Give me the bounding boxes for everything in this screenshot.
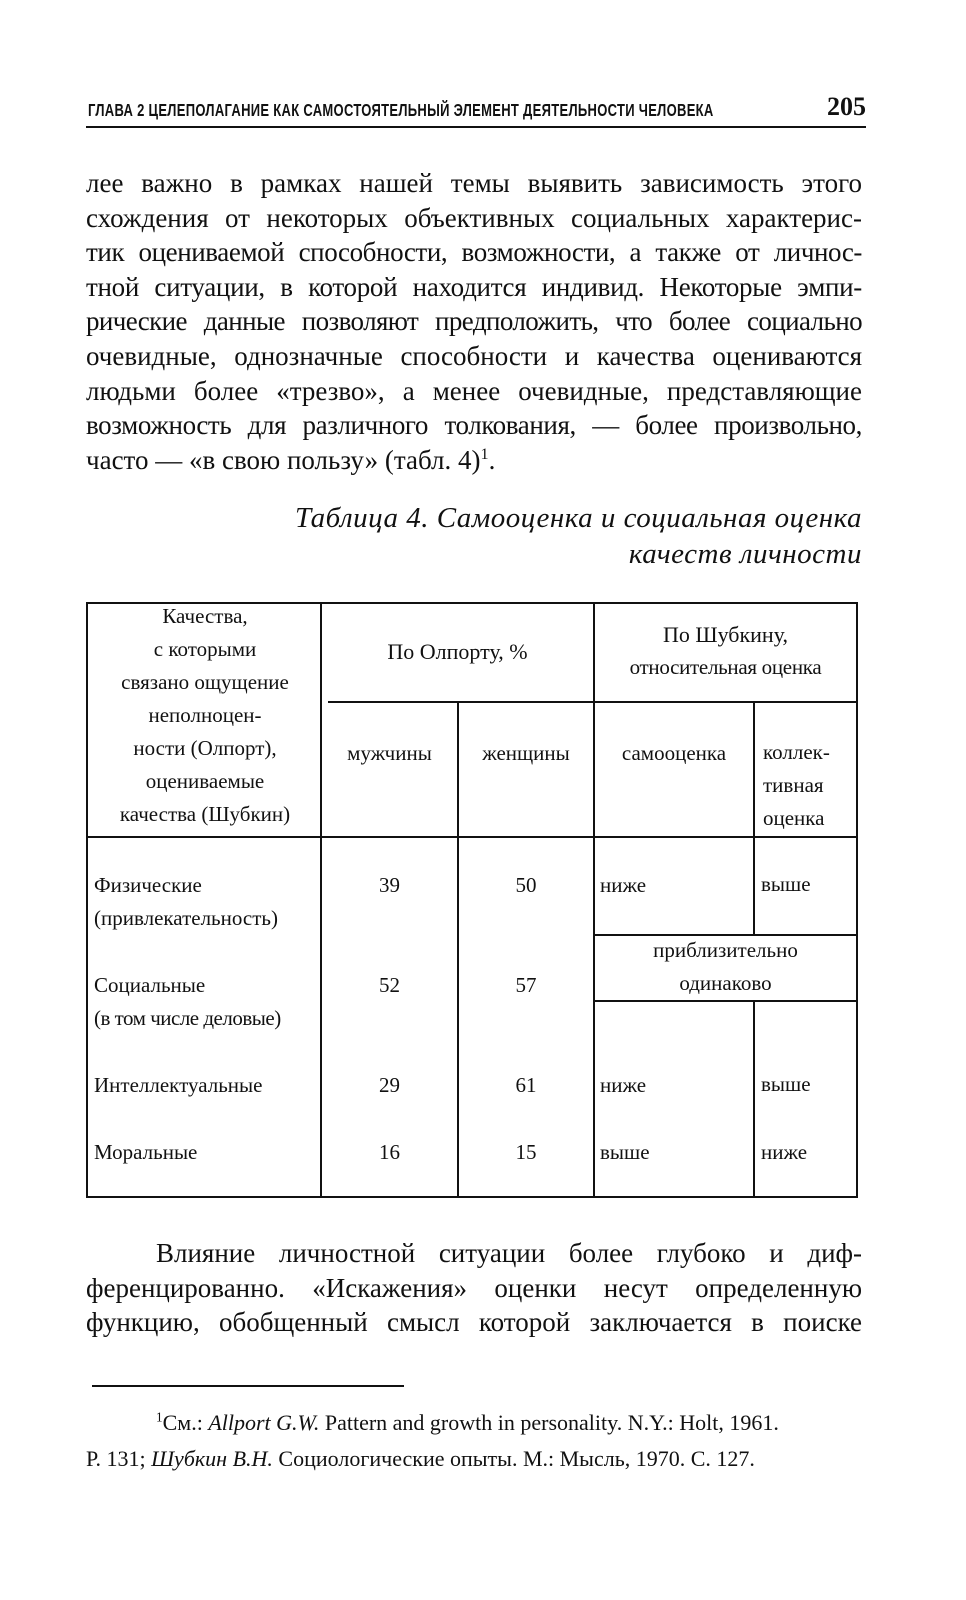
text-line: функцию, обобщенный смысл которой заключается в поиске xyxy=(86,1307,862,1338)
cell-women-social: 57 xyxy=(515,973,537,997)
header-line: качества (Шубкин) xyxy=(119,802,291,826)
cell-men-intellectual: 29 xyxy=(379,1073,400,1097)
header-women: женщины xyxy=(482,741,570,765)
text-fragment: часто — «в свою пользу» (табл. 4) xyxy=(86,444,481,475)
header-line: неполноцен- xyxy=(148,703,262,727)
text-line: ференцированно. «Искажения» оценки несут определенную xyxy=(86,1272,862,1303)
header-men: мужчины xyxy=(347,741,432,765)
cell-men-physical: 39 xyxy=(379,873,400,897)
quality-line: Социальные xyxy=(94,973,206,997)
header-line: По Шубкину, xyxy=(662,622,789,647)
cell-merged-social xyxy=(595,934,856,1000)
header-line: коллек- xyxy=(763,740,830,764)
header-line: оценка xyxy=(763,806,825,830)
quality-line: (в том числе деловые) xyxy=(94,1006,281,1030)
cell-collective-moral: ниже xyxy=(761,1140,808,1164)
text-fragment: . xyxy=(488,444,496,475)
merged-line: приблизительно xyxy=(653,938,798,962)
cell-self-moral: выше xyxy=(600,1140,650,1164)
table-rule xyxy=(753,703,755,836)
header-self-assessment: самооценка xyxy=(621,741,727,765)
text-line: людьми более «трезво», а менее очевидные, представляющие xyxy=(86,375,862,406)
table-rule xyxy=(753,1002,755,1196)
header-line: относительная оценка xyxy=(629,655,822,679)
quality-line: (привлекательность) xyxy=(94,906,278,930)
text-line: тик оцениваемой способности, возможности, а также от личнос- xyxy=(86,237,862,268)
header-line: Качества, xyxy=(162,604,248,628)
header-line: с которыми xyxy=(153,637,257,661)
text-line: рические данные позволяют предположить, что более социально xyxy=(86,306,862,337)
text-line: схождения от некоторых объективных социальных характерис- xyxy=(86,202,862,233)
row-quality-physical xyxy=(94,869,318,935)
header-allport: По Олпорту, % xyxy=(387,639,528,664)
text-line: возможность для различного толкования, — более произвольно, xyxy=(86,410,862,441)
text-line: тной ситуации, в которой находится индивид. Некоторые эмпи- xyxy=(86,271,862,302)
table-rule xyxy=(593,1000,856,1002)
footnote-rule xyxy=(92,1385,404,1387)
footnote-author: Allport G.W. xyxy=(208,1410,320,1435)
header-line: оцениваемые xyxy=(145,769,265,793)
running-title: ГЛАВА 2 ЦЕЛЕПОЛАГАНИЕ КАК САМОСТОЯТЕЛЬНЫЙ ЭЛЕМЕНТ ДЕЯТЕЛЬНОСТИ ЧЕЛОВЕКА xyxy=(88,99,714,120)
cell-collective-physical: выше xyxy=(761,872,811,896)
header-line: ности (Олпорт), xyxy=(133,736,277,760)
footnote-line xyxy=(86,1405,866,1441)
cell-men-moral: 16 xyxy=(379,1140,400,1164)
cell-women-intellectual: 61 xyxy=(515,1073,537,1097)
caption-line: качеств личности xyxy=(628,538,862,570)
table-rule xyxy=(88,836,856,838)
footnote xyxy=(86,1405,866,1477)
text-line: лее важно в рамках нашей темы выявить зависимость этого xyxy=(86,168,862,198)
cell-men-social: 52 xyxy=(379,973,400,997)
cell-women-moral: 15 xyxy=(515,1140,537,1164)
paragraph-main xyxy=(86,1236,862,1340)
footnote-text: Р. 131; xyxy=(86,1446,152,1471)
page-number: 205 xyxy=(827,92,866,121)
footnote-reference: 1 xyxy=(480,444,489,463)
cell-collective-intellectual: выше xyxy=(761,1072,811,1096)
row-quality-intellectual: Интеллектуальные xyxy=(94,1073,263,1097)
header-line: связано ощущение xyxy=(121,670,289,694)
cell-women-physical: 50 xyxy=(515,873,537,897)
footnote-text: Социологические опыты. М.: Мысль, 1970. С. 127. xyxy=(272,1446,755,1471)
text-line: Влияние личностной ситуации более глубоко и диф- xyxy=(156,1238,862,1268)
qualities-table xyxy=(86,602,858,1198)
table-caption xyxy=(222,500,862,572)
caption-line: Таблица 4. Самооценка и социальная оценка xyxy=(295,502,862,534)
quality-line: Физические xyxy=(94,873,202,897)
footnote-line xyxy=(86,1441,866,1477)
footnote-text: Pattern and growth in personality. N.Y.: Holt, 1961. xyxy=(319,1410,779,1435)
cell-self-physical: ниже xyxy=(600,873,647,897)
running-header xyxy=(86,86,866,128)
table-rule xyxy=(328,701,856,703)
footnote-author: Шубкин В.Н. xyxy=(151,1446,273,1471)
table-rule xyxy=(457,703,459,1196)
table-rule xyxy=(753,838,755,934)
footnote-prefix: См.: xyxy=(162,1410,209,1435)
row-quality-social xyxy=(94,969,322,1035)
header-line: тивная xyxy=(763,773,824,797)
header-qualities xyxy=(94,600,316,831)
text-line: очевидные, однозначные способности и качества оцениваются xyxy=(86,340,862,371)
paragraph-continuation xyxy=(86,166,862,477)
text-line-last xyxy=(86,443,862,478)
row-quality-moral: Моральные xyxy=(94,1140,198,1164)
header-shubkin xyxy=(595,618,856,684)
footnote-mark: 1 xyxy=(156,1409,163,1425)
merged-line: одинаково xyxy=(679,971,772,995)
cell-self-intellectual: ниже xyxy=(600,1073,647,1097)
table-rule xyxy=(593,604,595,1196)
header-collective-assessment xyxy=(763,736,856,835)
